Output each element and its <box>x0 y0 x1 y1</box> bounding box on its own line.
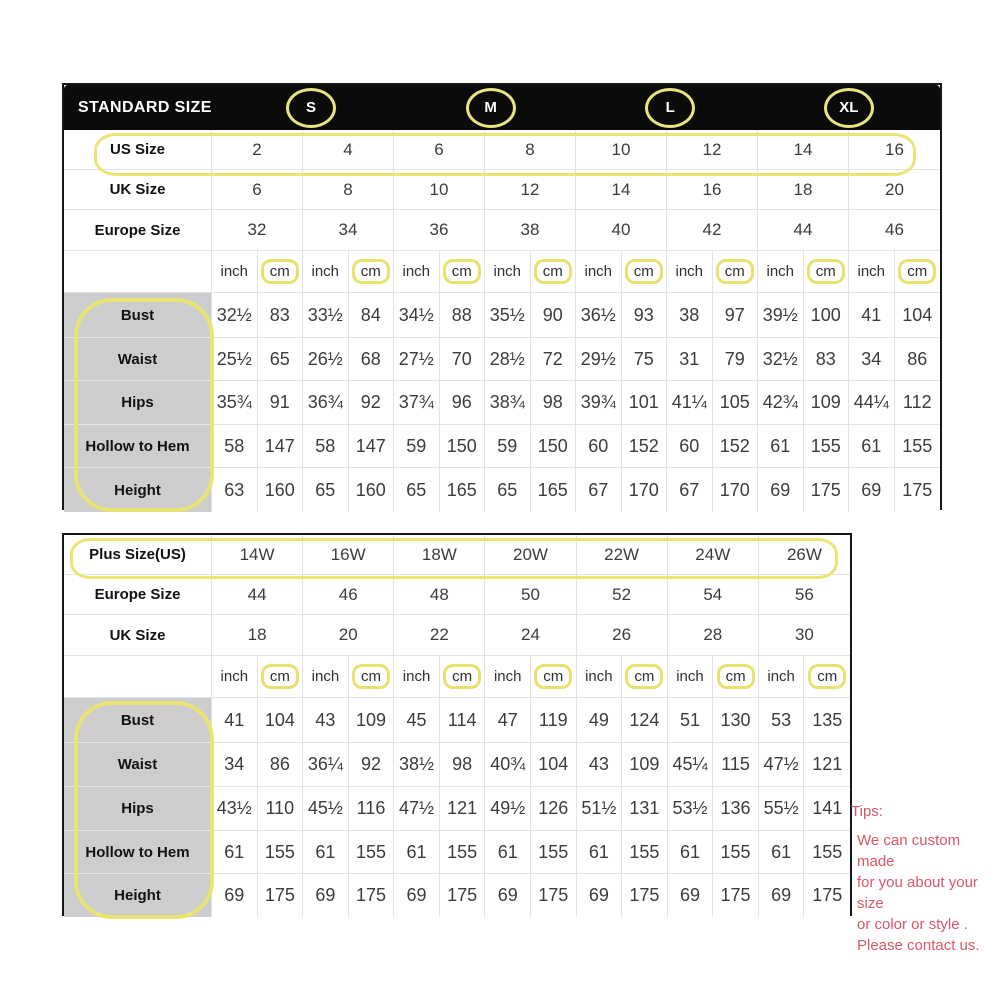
measurement-value: 61 <box>394 831 440 874</box>
measurement-value: 91 <box>258 381 304 425</box>
measurement-value: 124 <box>622 698 668 743</box>
unit-inch-label: inch <box>212 656 258 698</box>
unit-cm-cell <box>440 251 486 293</box>
measurement-value: 175 <box>804 874 850 917</box>
cm-highlight-box: cm <box>625 259 663 284</box>
measurement-value: 147 <box>349 425 395 468</box>
measurement-value: 165 <box>440 468 486 512</box>
measurement-value: 65 <box>485 468 531 512</box>
unit-cm-cell <box>349 251 395 293</box>
size-value: 30 <box>759 615 850 656</box>
size-value: 16 <box>849 130 940 170</box>
size-row-label: Europe Size <box>64 575 212 615</box>
measurement-value: 175 <box>895 468 941 512</box>
standard-size-header <box>64 85 940 130</box>
tips-line: for you about your size <box>857 874 978 912</box>
unit-inch-label: inch <box>485 656 531 698</box>
cm-highlight-box: cm <box>352 664 390 689</box>
unit-inch-label: inch <box>394 251 440 293</box>
size-row-label: US Size <box>64 130 212 170</box>
size-row-label: Plus Size(US) <box>64 535 212 575</box>
measurement-value: 98 <box>531 381 577 425</box>
size-value: 44 <box>212 575 303 615</box>
measurement-label: Waist <box>64 338 212 381</box>
unit-row-spacer <box>64 656 212 698</box>
measurement-value: 114 <box>440 698 486 743</box>
measurement-value: 101 <box>622 381 668 425</box>
size-value: 10 <box>576 130 667 170</box>
measurement-value: 160 <box>349 468 395 512</box>
measurement-value: 39½ <box>758 293 804 338</box>
measurement-value: 98 <box>440 743 486 787</box>
measurement-value: 45½ <box>303 787 349 831</box>
measurement-value: 84 <box>349 293 395 338</box>
cm-highlight-box: cm <box>443 259 481 284</box>
unit-inch-label: inch <box>576 251 622 293</box>
unit-cm-cell <box>804 251 850 293</box>
size-value: 28 <box>668 615 759 656</box>
measurement-value: 65 <box>303 468 349 512</box>
unit-cm-cell <box>622 656 668 698</box>
cm-highlight-box: cm <box>716 259 754 284</box>
measurement-value: 69 <box>668 874 714 917</box>
tips-title: Tips: <box>851 803 883 820</box>
size-value: 22W <box>577 535 668 575</box>
size-value: 20 <box>303 615 394 656</box>
measurement-value: 34½ <box>394 293 440 338</box>
measurement-value: 155 <box>258 831 304 874</box>
measurement-value: 155 <box>804 831 850 874</box>
measurement-value: 104 <box>258 698 304 743</box>
measurement-value: 58 <box>303 425 349 468</box>
size-value: 14 <box>576 170 667 210</box>
measurement-label: Hollow to Hem <box>64 425 212 468</box>
measurement-value: 93 <box>622 293 668 338</box>
size-value: 26W <box>759 535 850 575</box>
cm-highlight-box: cm <box>898 259 936 284</box>
unit-inch-label: inch <box>759 656 805 698</box>
measurement-value: 116 <box>349 787 395 831</box>
measurement-value: 61 <box>668 831 714 874</box>
measurement-value: 43 <box>577 743 623 787</box>
measurement-value: 45¼ <box>668 743 714 787</box>
measurement-value: 155 <box>349 831 395 874</box>
measurement-value: 141 <box>804 787 850 831</box>
measurement-value: 69 <box>485 874 531 917</box>
measurement-value: 90 <box>531 293 577 338</box>
size-value: 44 <box>758 210 849 251</box>
unit-inch-label: inch <box>485 251 531 293</box>
size-value: 20 <box>849 170 940 210</box>
measurement-value: 49½ <box>485 787 531 831</box>
size-value: 16W <box>303 535 394 575</box>
unit-inch-label: inch <box>577 656 623 698</box>
plus-size-table <box>62 533 852 916</box>
tips-note <box>851 801 1000 956</box>
unit-cm-cell <box>258 251 304 293</box>
measurement-value: 69 <box>758 468 804 512</box>
measurement-value: 109 <box>349 698 395 743</box>
measurement-value: 86 <box>895 338 941 381</box>
measurement-value: 25½ <box>212 338 258 381</box>
measurement-value: 40¾ <box>485 743 531 787</box>
measurement-label: Bust <box>64 293 212 338</box>
size-value: 6 <box>394 130 485 170</box>
measurement-value: 86 <box>258 743 304 787</box>
size-value: 20W <box>485 535 576 575</box>
measurement-value: 61 <box>759 831 805 874</box>
measurement-value: 72 <box>531 338 577 381</box>
measurement-value: 36½ <box>576 293 622 338</box>
standard-size-grid <box>64 130 940 512</box>
measurement-value: 104 <box>895 293 941 338</box>
measurement-value: 155 <box>440 831 486 874</box>
cm-highlight-box: cm <box>534 259 572 284</box>
measurement-value: 36¾ <box>303 381 349 425</box>
measurement-value: 47½ <box>394 787 440 831</box>
unit-inch-label: inch <box>212 251 258 293</box>
size-letter-circle-xl: XL <box>824 88 874 128</box>
measurement-value: 53½ <box>668 787 714 831</box>
measurement-value: 39¾ <box>576 381 622 425</box>
unit-cm-cell <box>531 656 577 698</box>
measurement-value: 38½ <box>394 743 440 787</box>
measurement-value: 69 <box>577 874 623 917</box>
measurement-value: 100 <box>804 293 850 338</box>
measurement-value: 150 <box>531 425 577 468</box>
measurement-value: 58 <box>212 425 258 468</box>
measurement-value: 49 <box>577 698 623 743</box>
measurement-value: 83 <box>258 293 304 338</box>
unit-inch-label: inch <box>394 656 440 698</box>
size-value: 22 <box>394 615 485 656</box>
size-value: 54 <box>668 575 759 615</box>
measurement-value: 60 <box>667 425 713 468</box>
size-value: 38 <box>485 210 576 251</box>
cm-highlight-box: cm <box>443 664 481 689</box>
measurement-value: 175 <box>258 874 304 917</box>
measurement-value: 44¼ <box>849 381 895 425</box>
measurement-value: 63 <box>212 468 258 512</box>
unit-cm-cell <box>895 251 941 293</box>
unit-inch-label: inch <box>668 656 714 698</box>
size-value: 10 <box>394 170 485 210</box>
size-value: 18W <box>394 535 485 575</box>
measurement-value: 69 <box>394 874 440 917</box>
unit-cm-cell <box>622 251 668 293</box>
size-value: 18 <box>758 170 849 210</box>
measurement-value: 33½ <box>303 293 349 338</box>
measurement-value: 53 <box>759 698 805 743</box>
measurement-label: Hollow to Hem <box>64 831 212 874</box>
unit-cm-cell <box>713 656 759 698</box>
cm-highlight-box: cm <box>261 664 299 689</box>
size-value: 48 <box>394 575 485 615</box>
measurement-value: 110 <box>258 787 304 831</box>
size-letter-circle-s: S <box>286 88 336 128</box>
measurement-value: 51½ <box>577 787 623 831</box>
measurement-value: 69 <box>212 874 258 917</box>
measurement-value: 67 <box>576 468 622 512</box>
measurement-value: 61 <box>758 425 804 468</box>
measurement-value: 135 <box>804 698 850 743</box>
measurement-value: 26½ <box>303 338 349 381</box>
measurement-label: Hips <box>64 381 212 425</box>
measurement-value: 75 <box>622 338 668 381</box>
measurement-value: 32½ <box>212 293 258 338</box>
measurement-label: Bust <box>64 698 212 743</box>
measurement-value: 175 <box>804 468 850 512</box>
unit-cm-cell <box>349 656 395 698</box>
measurement-value: 109 <box>622 743 668 787</box>
size-value: 40 <box>576 210 667 251</box>
measurement-value: 61 <box>485 831 531 874</box>
size-value: 6 <box>212 170 303 210</box>
measurement-value: 112 <box>895 381 941 425</box>
measurement-value: 68 <box>349 338 395 381</box>
measurement-value: 155 <box>531 831 577 874</box>
unit-cm-cell <box>804 656 850 698</box>
measurement-value: 65 <box>258 338 304 381</box>
measurement-value: 38¾ <box>485 381 531 425</box>
measurement-value: 61 <box>577 831 623 874</box>
tips-lines <box>851 830 1000 956</box>
size-value: 16 <box>667 170 758 210</box>
measurement-value: 35½ <box>485 293 531 338</box>
size-row-label: UK Size <box>64 615 212 656</box>
measurement-value: 69 <box>849 468 895 512</box>
unit-cm-cell <box>258 656 304 698</box>
measurement-value: 92 <box>349 743 395 787</box>
measurement-value: 175 <box>622 874 668 917</box>
measurement-value: 160 <box>258 468 304 512</box>
measurement-value: 42¾ <box>758 381 804 425</box>
size-value: 46 <box>849 210 940 251</box>
measurement-value: 59 <box>394 425 440 468</box>
unit-cm-cell <box>440 656 486 698</box>
size-value: 18 <box>212 615 303 656</box>
cm-highlight-box: cm <box>808 664 846 689</box>
measurement-value: 97 <box>713 293 759 338</box>
measurement-value: 152 <box>713 425 759 468</box>
measurement-value: 47½ <box>759 743 805 787</box>
size-value: 26 <box>577 615 668 656</box>
size-value: 8 <box>485 130 576 170</box>
measurement-value: 29½ <box>576 338 622 381</box>
measurement-value: 105 <box>713 381 759 425</box>
measurement-value: 28½ <box>485 338 531 381</box>
size-value: 14W <box>212 535 303 575</box>
size-value: 46 <box>303 575 394 615</box>
unit-inch-label: inch <box>303 656 349 698</box>
measurement-value: 126 <box>531 787 577 831</box>
measurement-value: 41 <box>849 293 895 338</box>
measurement-value: 130 <box>713 698 759 743</box>
size-value: 4 <box>303 130 394 170</box>
measurement-value: 136 <box>713 787 759 831</box>
measurement-value: 104 <box>531 743 577 787</box>
measurement-value: 69 <box>759 874 805 917</box>
measurement-value: 170 <box>713 468 759 512</box>
measurement-value: 34 <box>849 338 895 381</box>
measurement-value: 32½ <box>758 338 804 381</box>
unit-row-spacer <box>64 251 212 293</box>
size-letter-circle-l: L <box>645 88 695 128</box>
measurement-label: Height <box>64 874 212 917</box>
measurement-value: 61 <box>212 831 258 874</box>
measurement-value: 43 <box>303 698 349 743</box>
measurement-value: 170 <box>622 468 668 512</box>
measurement-value: 51 <box>668 698 714 743</box>
measurement-value: 69 <box>303 874 349 917</box>
size-letter-circle-m: M <box>466 88 516 128</box>
measurement-value: 131 <box>622 787 668 831</box>
measurement-value: 147 <box>258 425 304 468</box>
measurement-value: 43½ <box>212 787 258 831</box>
size-value: 24 <box>485 615 576 656</box>
size-value: 8 <box>303 170 394 210</box>
measurement-value: 150 <box>440 425 486 468</box>
unit-inch-label: inch <box>667 251 713 293</box>
measurement-value: 60 <box>576 425 622 468</box>
size-row-label: Europe Size <box>64 210 212 251</box>
measurement-value: 155 <box>895 425 941 468</box>
plus-size-grid <box>64 535 850 917</box>
cm-highlight-box: cm <box>807 259 845 284</box>
cm-highlight-box: cm <box>625 664 663 689</box>
measurement-value: 65 <box>394 468 440 512</box>
measurement-value: 27½ <box>394 338 440 381</box>
measurement-value: 34 <box>212 743 258 787</box>
measurement-value: 31 <box>667 338 713 381</box>
size-value: 14 <box>758 130 849 170</box>
measurement-value: 70 <box>440 338 486 381</box>
measurement-value: 61 <box>849 425 895 468</box>
measurement-value: 175 <box>349 874 395 917</box>
measurement-value: 45 <box>394 698 440 743</box>
unit-inch-label: inch <box>303 251 349 293</box>
measurement-label: Waist <box>64 743 212 787</box>
size-value: 52 <box>577 575 668 615</box>
size-value: 2 <box>212 130 303 170</box>
size-value: 42 <box>667 210 758 251</box>
measurement-value: 109 <box>804 381 850 425</box>
size-value: 56 <box>759 575 850 615</box>
measurement-value: 152 <box>622 425 668 468</box>
measurement-value: 175 <box>531 874 577 917</box>
size-value: 32 <box>212 210 303 251</box>
size-value: 50 <box>485 575 576 615</box>
tips-line: We can custom made <box>857 832 961 870</box>
measurement-value: 79 <box>713 338 759 381</box>
measurement-value: 115 <box>713 743 759 787</box>
unit-cm-cell <box>713 251 759 293</box>
measurement-value: 92 <box>349 381 395 425</box>
cm-highlight-box: cm <box>261 259 299 284</box>
size-value: 24W <box>668 535 759 575</box>
measurement-value: 175 <box>440 874 486 917</box>
measurement-value: 165 <box>531 468 577 512</box>
tips-line: Please contact us. <box>857 937 980 954</box>
standard-size-table <box>62 83 942 510</box>
unit-cm-cell <box>531 251 577 293</box>
measurement-label: Hips <box>64 787 212 831</box>
measurement-value: 175 <box>713 874 759 917</box>
measurement-value: 37¾ <box>394 381 440 425</box>
measurement-value: 155 <box>713 831 759 874</box>
measurement-value: 155 <box>622 831 668 874</box>
size-value: 36 <box>394 210 485 251</box>
measurement-value: 121 <box>440 787 486 831</box>
measurement-value: 41¼ <box>667 381 713 425</box>
measurement-value: 83 <box>804 338 850 381</box>
unit-inch-label: inch <box>849 251 895 293</box>
measurement-value: 96 <box>440 381 486 425</box>
cm-highlight-box: cm <box>534 664 572 689</box>
measurement-value: 35¾ <box>212 381 258 425</box>
measurement-value: 121 <box>804 743 850 787</box>
measurement-value: 61 <box>303 831 349 874</box>
standard-size-title: STANDARD SIZE <box>78 98 212 116</box>
measurement-value: 41 <box>212 698 258 743</box>
measurement-label: Height <box>64 468 212 512</box>
tips-line: or color or style . <box>857 916 968 933</box>
size-row-label: UK Size <box>64 170 212 210</box>
measurement-value: 67 <box>667 468 713 512</box>
size-value: 12 <box>667 130 758 170</box>
unit-inch-label: inch <box>758 251 804 293</box>
cm-highlight-box: cm <box>717 664 755 689</box>
size-value: 12 <box>485 170 576 210</box>
measurement-value: 47 <box>485 698 531 743</box>
measurement-value: 55½ <box>759 787 805 831</box>
measurement-value: 36¼ <box>303 743 349 787</box>
measurement-value: 119 <box>531 698 577 743</box>
measurement-value: 88 <box>440 293 486 338</box>
measurement-value: 38 <box>667 293 713 338</box>
cm-highlight-box: cm <box>352 259 390 284</box>
measurement-value: 59 <box>485 425 531 468</box>
measurement-value: 155 <box>804 425 850 468</box>
size-value: 34 <box>303 210 394 251</box>
